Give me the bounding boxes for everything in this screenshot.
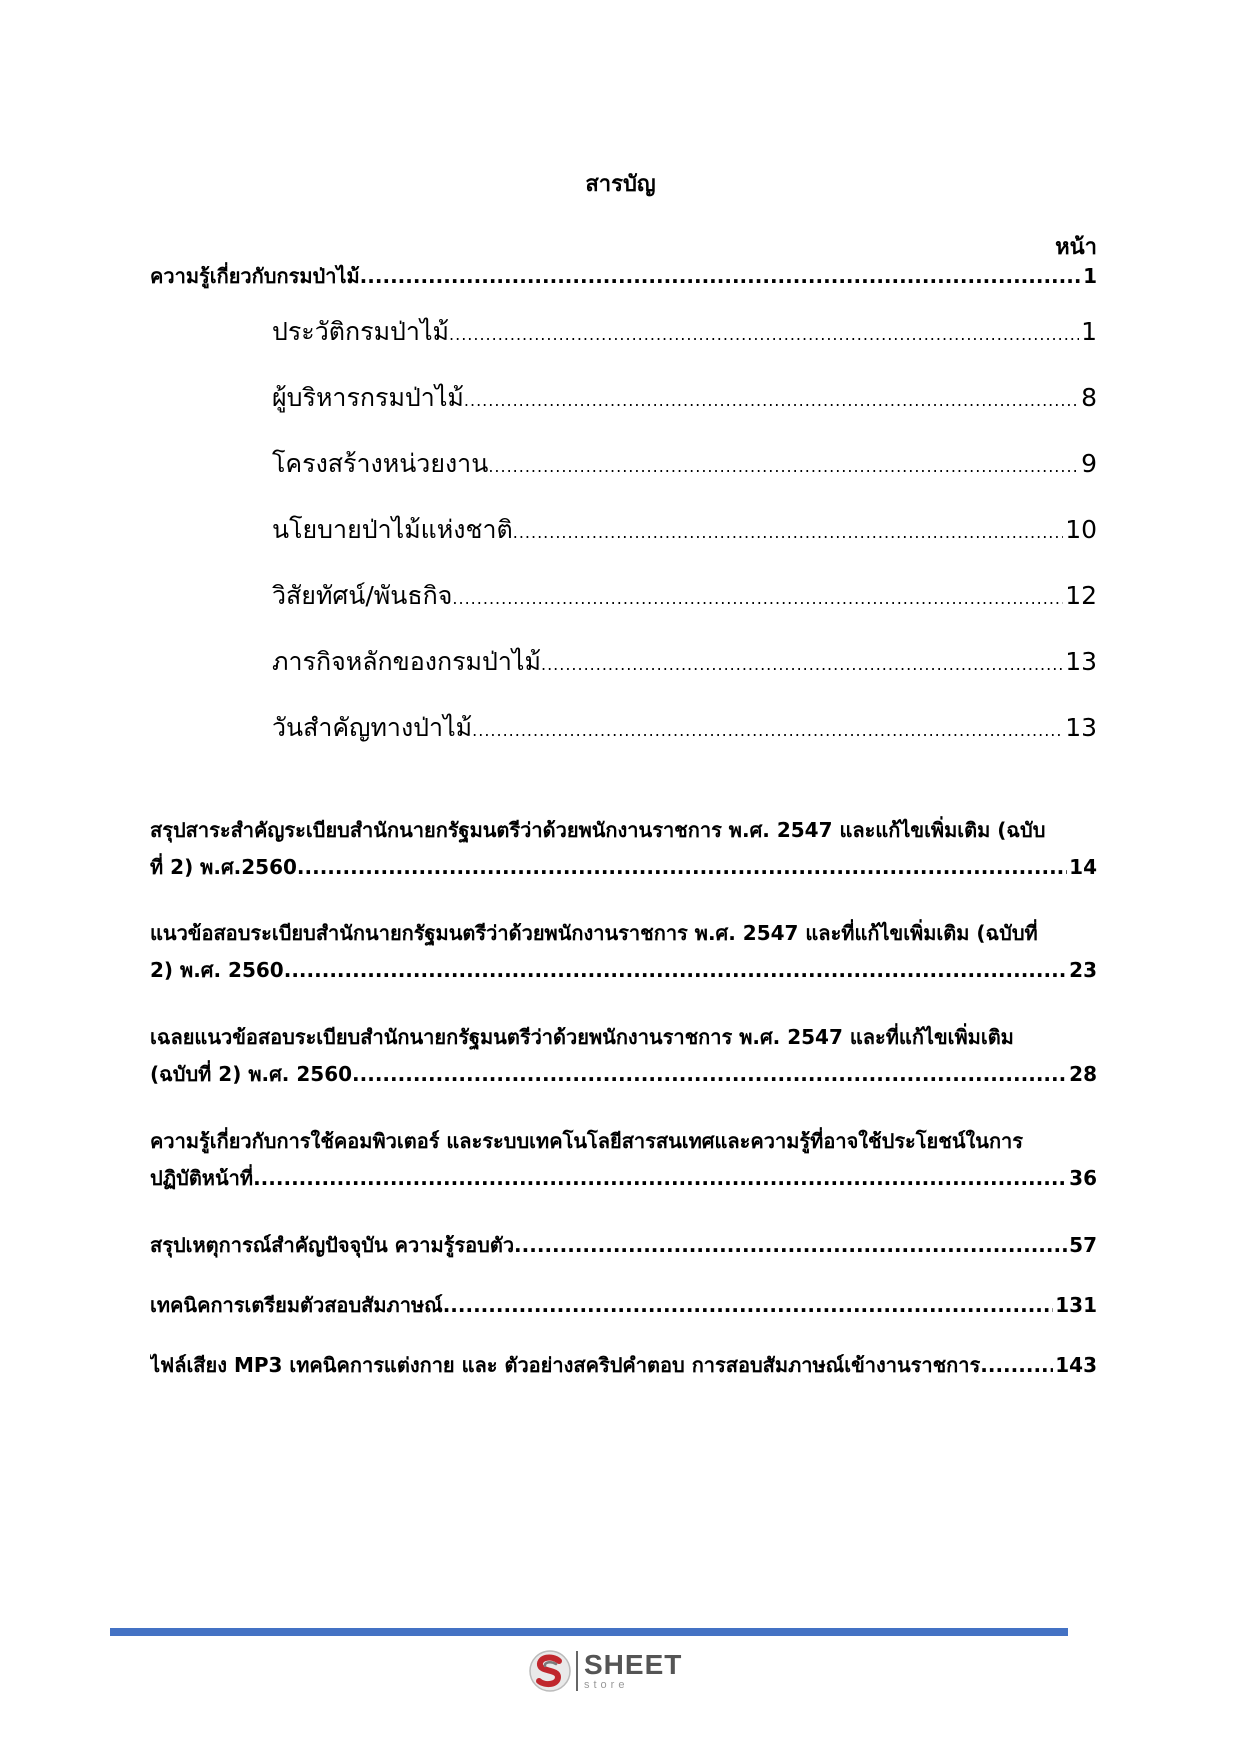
toc-entry-text: แนวข้อสอบระเบียบสำนักนายกรัฐมนตรีว่าด้วยพนักงานราชการ พ.ศ. 2547 และที่แก้ไขเพิ่มเติม (ฉบับที่ xyxy=(150,921,1038,945)
toc-entry[interactable] xyxy=(150,1022,1097,1089)
toc-entry-page: 1 xyxy=(1081,317,1097,346)
dot-leader xyxy=(513,515,1063,551)
toc-subentry[interactable] xyxy=(272,710,1097,749)
dot-leader xyxy=(541,647,1063,683)
toc-entry-page: 36 xyxy=(1069,1166,1097,1190)
toc-entry-text: วันสำคัญทางป่าไม้ xyxy=(272,713,473,742)
toc-entry-text-continued: (ฉบับที่ 2) พ.ศ. 2560 xyxy=(150,1062,353,1086)
logo-subtext: store xyxy=(584,1679,629,1691)
toc-entry[interactable] xyxy=(150,918,1097,985)
dot-leader xyxy=(464,383,1079,419)
dot-leader xyxy=(449,317,1079,353)
dot-leader xyxy=(488,449,1079,485)
toc-entry-text: สรุปสาระสำคัญระเบียบสำนักนายกรัฐมนตรีว่าด้วยพนักงานราชการ พ.ศ. 2547 และแก้ไขเพิ่มเติม (ฉบับ xyxy=(150,818,1046,842)
dot-leader xyxy=(443,1290,1054,1320)
toc-subentry[interactable] xyxy=(272,578,1097,617)
page-title: สารบัญ xyxy=(585,172,656,197)
toc-entry[interactable] xyxy=(150,261,1097,291)
toc-entry[interactable] xyxy=(150,1350,1097,1380)
toc-entry-text: สรุปเหตุการณ์สำคัญปัจจุบัน ความรู้รอบตัว xyxy=(150,1233,515,1257)
toc-entry-page: 131 xyxy=(1055,1293,1097,1317)
toc-entry-text-continued: 2) พ.ศ. 2560 xyxy=(150,958,284,982)
toc-subentry[interactable] xyxy=(272,446,1097,485)
toc-entry-page: 143 xyxy=(1055,1353,1097,1377)
toc-entry-page: 13 xyxy=(1065,647,1097,676)
toc-entry-text: เฉลยแนวข้อสอบระเบียบสำนักนายกรัฐมนตรีว่าด้วยพนักงานราชการ พ.ศ. 2547 และที่แก้ไขเพิ่มเติม xyxy=(150,1025,1014,1049)
toc-entry[interactable] xyxy=(150,1126,1097,1193)
dot-leader xyxy=(514,1230,1067,1260)
toc-entry-text: ภารกิจหลักของกรมป่าไม้ xyxy=(272,647,541,676)
s-logo-icon xyxy=(528,1648,572,1694)
logo-separator xyxy=(576,1651,578,1691)
toc-entry-page: 12 xyxy=(1065,581,1097,610)
toc-entry-page: 10 xyxy=(1065,515,1097,544)
toc-entry-page: 8 xyxy=(1081,383,1097,412)
dot-leader xyxy=(253,1163,1067,1193)
toc-entry-text: ไฟล์เสียง MP3 เทคนิคการแต่งกาย และ ตัวอย่างสคริปคำตอบ การสอบสัมภาษณ์เข้างานราชการ xyxy=(150,1353,981,1377)
toc-entry[interactable] xyxy=(150,1290,1097,1320)
toc-entry-text-continued: ที่ 2) พ.ศ.2560 xyxy=(150,855,297,879)
dot-leader xyxy=(452,581,1063,617)
dot-leader xyxy=(284,955,1067,985)
sheet-store-logo xyxy=(528,1648,682,1694)
toc-entry-text: ความรู้เกี่ยวกับกรมป่าไม้ xyxy=(150,264,360,288)
toc-entry-text: ความรู้เกี่ยวกับการใช้คอมพิวเตอร์ และระบบเทคโนโลยีสารสนเทศและความรู้ที่อาจใช้ประโยชน์ในการ xyxy=(150,1129,1024,1153)
toc-entry-page: 14 xyxy=(1069,855,1097,879)
toc-entry-text: ประวัติกรมป่าไม้ xyxy=(272,317,450,346)
dot-leader xyxy=(352,1059,1067,1089)
toc-entry-page: 23 xyxy=(1069,958,1097,982)
toc-entry-page: 9 xyxy=(1081,449,1097,478)
dot-leader xyxy=(360,261,1081,291)
toc-entry[interactable] xyxy=(150,815,1097,882)
toc-subentry[interactable] xyxy=(272,512,1097,551)
toc-entry-text: โครงสร้างหน่วยงาน xyxy=(272,449,489,478)
dot-leader xyxy=(472,713,1063,749)
toc-entry-page: 57 xyxy=(1069,1233,1097,1257)
toc-entry-page: 1 xyxy=(1083,264,1097,288)
logo-wordmark: SHEET xyxy=(584,1649,683,1680)
toc-subentry[interactable] xyxy=(272,314,1097,353)
toc-entry-page: 28 xyxy=(1069,1062,1097,1086)
toc-entry-text: ผู้บริหารกรมป่าไม้ xyxy=(272,383,464,412)
toc-subentry[interactable] xyxy=(272,380,1097,419)
dot-leader xyxy=(297,852,1067,882)
toc-entry[interactable] xyxy=(150,1230,1097,1260)
toc-entry-text: วิสัยทัศน์/พันธกิจ xyxy=(272,581,453,610)
dot-leader xyxy=(980,1350,1053,1380)
toc-entry-page: 13 xyxy=(1065,713,1097,742)
toc-entry-text: เทคนิคการเตรียมตัวสอบสัมภาษณ์ xyxy=(150,1293,443,1317)
toc-entry-text: นโยบายป่าไม้แห่งชาติ xyxy=(272,515,513,544)
logo-text xyxy=(584,1651,682,1691)
toc-subentry[interactable] xyxy=(272,644,1097,683)
toc-entry-text-continued: ปฏิบัติหน้าที่ xyxy=(150,1166,254,1190)
footer-rule xyxy=(110,1628,1068,1636)
page-column-label: หน้า xyxy=(1055,235,1097,260)
